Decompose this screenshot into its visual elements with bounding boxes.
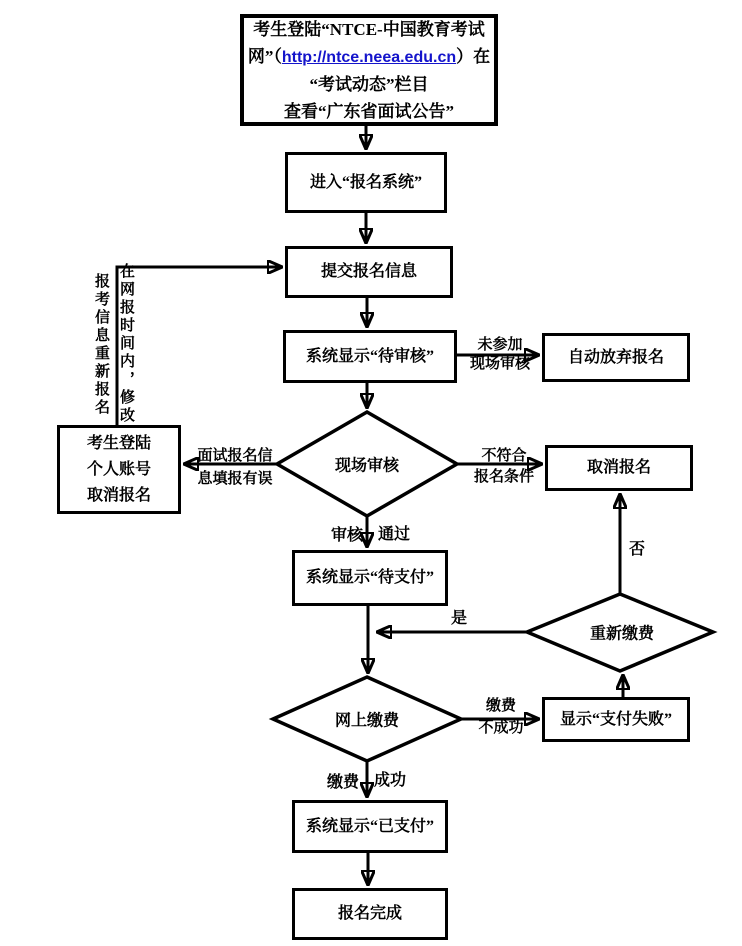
edge-label-payment-unsuccessful-line2: 不成功: [478, 720, 524, 736]
edge-label-info-error-line2: 息填报有误: [197, 470, 273, 487]
edge-label-not-qualified-line1: 不符合: [481, 448, 527, 464]
edge-label-payment-success-right: 成功: [374, 772, 407, 789]
node-paid-label: 系统显示“已支付”: [305, 817, 434, 835]
start-line2-post: ）在: [456, 46, 491, 66]
node-complete: [292, 888, 448, 940]
node-submit-info: [285, 246, 453, 298]
edge-label-no: 否: [629, 541, 646, 558]
edge-label-info-error: [186, 445, 284, 490]
node-auto-abandon-label: 自动放弃报名: [567, 348, 664, 366]
node-pending-payment: [292, 550, 448, 606]
node-cancel-registration: [545, 445, 693, 491]
start-line-3: “考试动态”栏目: [309, 74, 429, 94]
node-pending-payment-label: 系统显示“待支付”: [305, 569, 434, 586]
edge-label-info-error-line1: 面试报名信: [197, 448, 273, 464]
node-auto-abandon: [542, 333, 690, 382]
start-line-4: 查看“广东省面试公告”: [284, 101, 454, 121]
node-pending-review: [283, 330, 457, 383]
start-line2-pre: 网”（: [247, 46, 282, 66]
edge-label-not-qualified-line2: 报名条件: [473, 469, 534, 485]
node-repay-label: 重新缴费: [589, 625, 655, 643]
edge-label-payment-success-left: 缴费: [327, 774, 360, 791]
edge-label-yes: 是: [451, 610, 468, 627]
edge-label-not-attended-line2: 现场审核: [469, 356, 530, 372]
node-cancel-via-account: [57, 425, 181, 514]
node-online-payment-label: 网上缴费: [334, 712, 400, 730]
node-pending-review-label: 系统显示“待审核”: [305, 347, 434, 365]
edge-label-not-attended-line1: 未参加: [477, 337, 523, 353]
edge-label-not-qualified: [462, 446, 546, 488]
node-payment-failed-label: 显示“支付失败”: [559, 710, 672, 728]
cancel-via-account-line-1: 考生登陆: [86, 434, 151, 452]
edge-label-payment-unsuccessful: [466, 695, 536, 739]
node-cancel-registration-label: 取消报名: [586, 459, 651, 476]
ntce-link[interactable]: http://ntce.neea.edu.cn: [281, 48, 457, 66]
edge-label-review-passed-left: 审核: [331, 527, 364, 544]
node-complete-label: 报名完成: [337, 905, 402, 922]
node-enter-system: [285, 152, 447, 213]
node-onsite-review-label: 现场审核: [334, 457, 400, 475]
cancel-via-account-line-3: 取消报名: [86, 486, 151, 504]
edge-label-modify-column-right: 在网报时间内，修改: [118, 263, 134, 425]
edge-label-modify-column-left: 报考信息重新报名: [93, 273, 109, 417]
edge-label-review-passed-right: 通过: [378, 526, 411, 543]
node-paid: [292, 800, 448, 853]
node-submit-info-label: 提交报名信息: [320, 263, 417, 280]
start-line-2: [248, 43, 490, 71]
node-payment-failed: [542, 697, 690, 742]
edge-label-payment-unsuccessful-line1: 缴费: [485, 698, 516, 714]
cancel-via-account-line-2: 个人账号: [86, 460, 151, 478]
edge-feedback-to-submit: [117, 267, 282, 425]
node-start: [240, 14, 498, 126]
start-line-1: 考生登陆“NTCE-中国教育考试: [253, 19, 485, 39]
edge-label-not-attended: [458, 336, 542, 374]
node-enter-system-label: 进入“报名系统”: [309, 173, 422, 191]
